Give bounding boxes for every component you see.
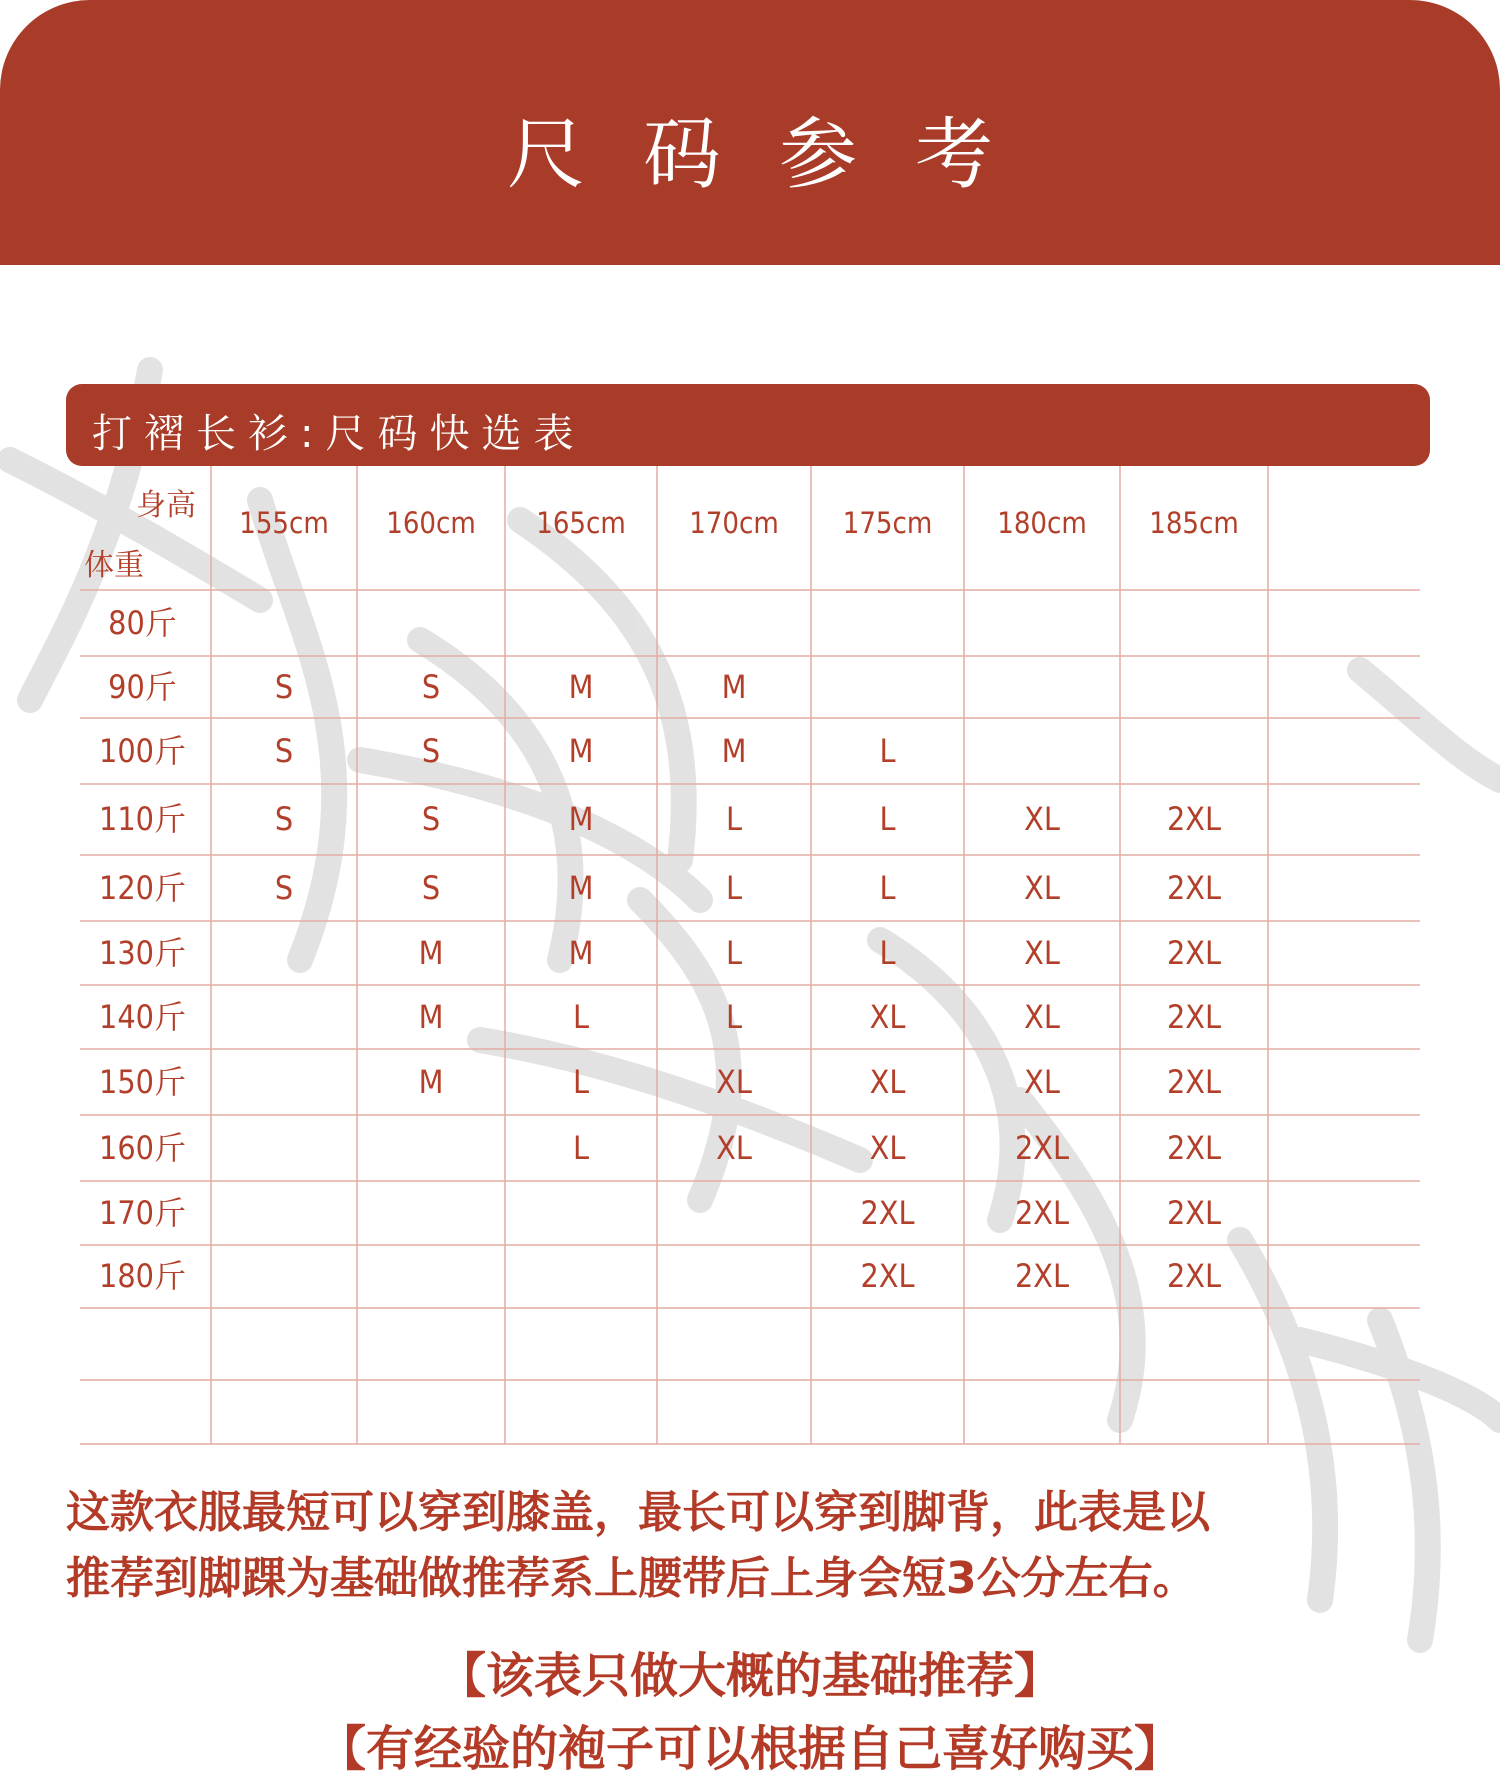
size-cell: M — [568, 732, 594, 770]
size-cell: M — [721, 668, 747, 706]
size-cell: XL — [716, 1129, 752, 1167]
weight-label: 80斤 — [108, 604, 177, 642]
size-cell: S — [274, 869, 294, 907]
height-header: 180cm — [997, 506, 1087, 540]
size-cell: M — [568, 668, 594, 706]
weight-label: 170斤 — [99, 1194, 186, 1232]
height-axis-label: 身高 — [136, 488, 196, 523]
size-cell: L — [879, 800, 896, 838]
height-header: 185cm — [1149, 506, 1239, 540]
size-cell: M — [418, 934, 444, 972]
size-cell: M — [568, 934, 594, 972]
size-cell: S — [274, 668, 294, 706]
size-cell: XL — [869, 1129, 906, 1167]
weight-label: 120斤 — [99, 869, 186, 907]
size-cell: S — [421, 800, 441, 838]
size-cell: L — [572, 1063, 590, 1101]
note-line-4: 【有经验的袍子可以根据自己喜好购买】 — [317, 1721, 1182, 1777]
size-cell: S — [274, 800, 294, 838]
size-cell: S — [274, 732, 294, 770]
size-cell: L — [572, 1129, 590, 1167]
size-cell: XL — [1024, 934, 1060, 972]
size-cell: L — [725, 800, 743, 838]
size-cell: 2XL — [1166, 1257, 1222, 1295]
weight-label: 180斤 — [99, 1257, 186, 1295]
size-cell: S — [421, 869, 441, 907]
height-header: 170cm — [689, 506, 779, 540]
note-line-2: 推荐到脚踝为基础做推荐系上腰带后上身会短3公分左右。 — [66, 1553, 1197, 1604]
size-cell: L — [725, 869, 743, 907]
weight-label: 90斤 — [108, 668, 177, 706]
size-cell: S — [421, 732, 441, 770]
size-cell: 2XL — [1166, 800, 1222, 838]
note-line-3: 【该表只做大概的基础推荐】 — [437, 1648, 1062, 1704]
size-cell: 2XL — [1166, 869, 1222, 907]
table-title: 打褶长衫:尺码快选表 — [92, 411, 586, 457]
weight-label: 110斤 — [99, 800, 186, 838]
size-cell: L — [879, 732, 896, 770]
size-cell: M — [568, 869, 594, 907]
size-cell: XL — [1024, 998, 1060, 1036]
size-cell: M — [418, 998, 444, 1036]
size-cell: L — [879, 934, 896, 972]
size-cell: 2XL — [1014, 1257, 1070, 1295]
size-cell: XL — [1024, 1063, 1060, 1101]
note-line-1: 这款衣服最短可以穿到膝盖，最长可以穿到脚背，此表是以 — [66, 1487, 1210, 1538]
page-title: 尺码参考 — [506, 110, 1051, 200]
size-notes — [66, 1480, 1466, 1612]
size-cell: M — [418, 1063, 444, 1101]
size-cell: 2XL — [1166, 934, 1222, 972]
size-cell: 2XL — [1166, 1129, 1222, 1167]
size-cell: S — [421, 668, 441, 706]
size-cell: 2XL — [860, 1194, 915, 1232]
size-cell: XL — [1024, 800, 1060, 838]
size-cell: L — [725, 998, 743, 1036]
size-cell: L — [725, 934, 743, 972]
weight-label: 100斤 — [99, 732, 186, 770]
size-cell: 2XL — [1166, 998, 1222, 1036]
size-cell: 2XL — [860, 1257, 915, 1295]
size-cell: XL — [869, 1063, 906, 1101]
weight-axis-label: 体重 — [84, 548, 144, 583]
weight-label: 140斤 — [99, 998, 186, 1036]
weight-label: 130斤 — [99, 934, 186, 972]
size-cell: 2XL — [1014, 1129, 1070, 1167]
height-header: 160cm — [386, 506, 476, 540]
size-cell: 2XL — [1166, 1194, 1222, 1232]
height-header: 165cm — [536, 506, 626, 540]
height-header: 175cm — [842, 506, 933, 540]
size-cell: XL — [716, 1063, 752, 1101]
size-cell: L — [879, 869, 896, 907]
height-header: 155cm — [239, 506, 329, 540]
size-cell: XL — [1024, 869, 1060, 907]
size-cell: M — [721, 732, 747, 770]
weight-label: 150斤 — [99, 1063, 186, 1101]
size-cell: 2XL — [1014, 1194, 1070, 1232]
size-cell: M — [568, 800, 594, 838]
size-cell: L — [572, 998, 590, 1036]
weight-label: 160斤 — [99, 1129, 186, 1167]
size-cell: 2XL — [1166, 1063, 1222, 1101]
size-cell: XL — [869, 998, 906, 1036]
